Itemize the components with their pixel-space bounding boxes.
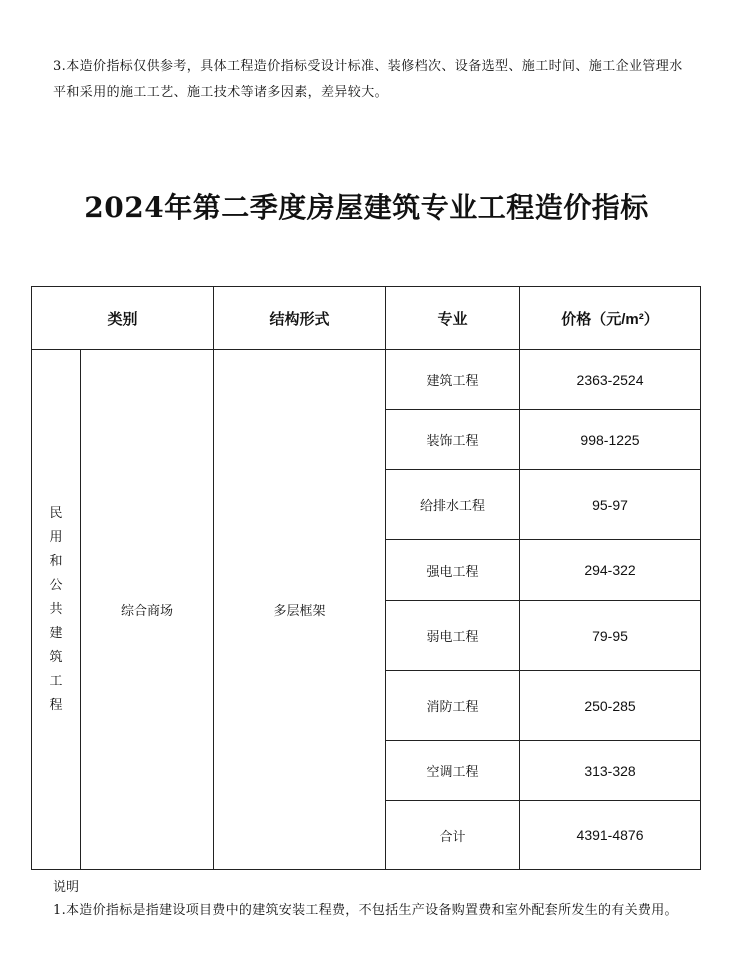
- specialty-cell: 强电工程: [386, 540, 520, 601]
- structure-cell: [214, 350, 386, 870]
- price-cell: 95-97: [520, 470, 701, 540]
- specialty-cell: 给排水工程: [386, 470, 520, 540]
- header-category: 类别: [32, 287, 214, 350]
- price-cell: 250-285: [520, 671, 701, 741]
- table-header-row: [32, 287, 701, 350]
- price-cell: 313-328: [520, 741, 701, 801]
- structure-label: 多层框架: [273, 604, 326, 619]
- specialty-cell: 弱电工程: [386, 601, 520, 671]
- price-cell: 294-322: [520, 540, 701, 601]
- header-structure: 结构形式: [214, 287, 386, 350]
- header-specialty: 专业: [386, 287, 520, 350]
- table-row: [32, 350, 701, 410]
- explain-item-1: 1.本造价指标是指建设项目费中的建筑安装工程费，不包括生产设备购置费和室外配套所发生的有关费用。: [53, 903, 678, 918]
- specialty-cell: 空调工程: [386, 741, 520, 801]
- specialty-cell: 合计: [386, 801, 520, 870]
- category-sub-cell: [81, 350, 214, 870]
- price-cell: 998-1225: [520, 410, 701, 470]
- specialty-cell: 装饰工程: [386, 410, 520, 470]
- top-note: 3.本造价指标仅供参考，具体工程造价指标受设计标准、装修档次、设备选型、施工时间、施工企业管理水平和采用的施工工艺、施工技术等诸多因素，差异较大。: [53, 59, 683, 100]
- header-price: 价格（元/m²）: [520, 287, 701, 350]
- price-cell: 79-95: [520, 601, 701, 671]
- price-cell: 4391-4876: [520, 801, 701, 870]
- specialty-cell: 消防工程: [386, 671, 520, 741]
- page-title: 2024年第二季度房屋建筑专业工程造价指标: [84, 191, 649, 224]
- price-cell: 2363-2524: [520, 350, 701, 410]
- cost-index-table: [31, 286, 701, 870]
- category-sub-label: 综合商场: [121, 604, 174, 619]
- explain-heading: 说明: [53, 880, 80, 895]
- category-main-cell: [32, 350, 81, 870]
- category-main-label: 民用和公共建筑工程: [49, 505, 63, 713]
- specialty-cell: 建筑工程: [386, 350, 520, 410]
